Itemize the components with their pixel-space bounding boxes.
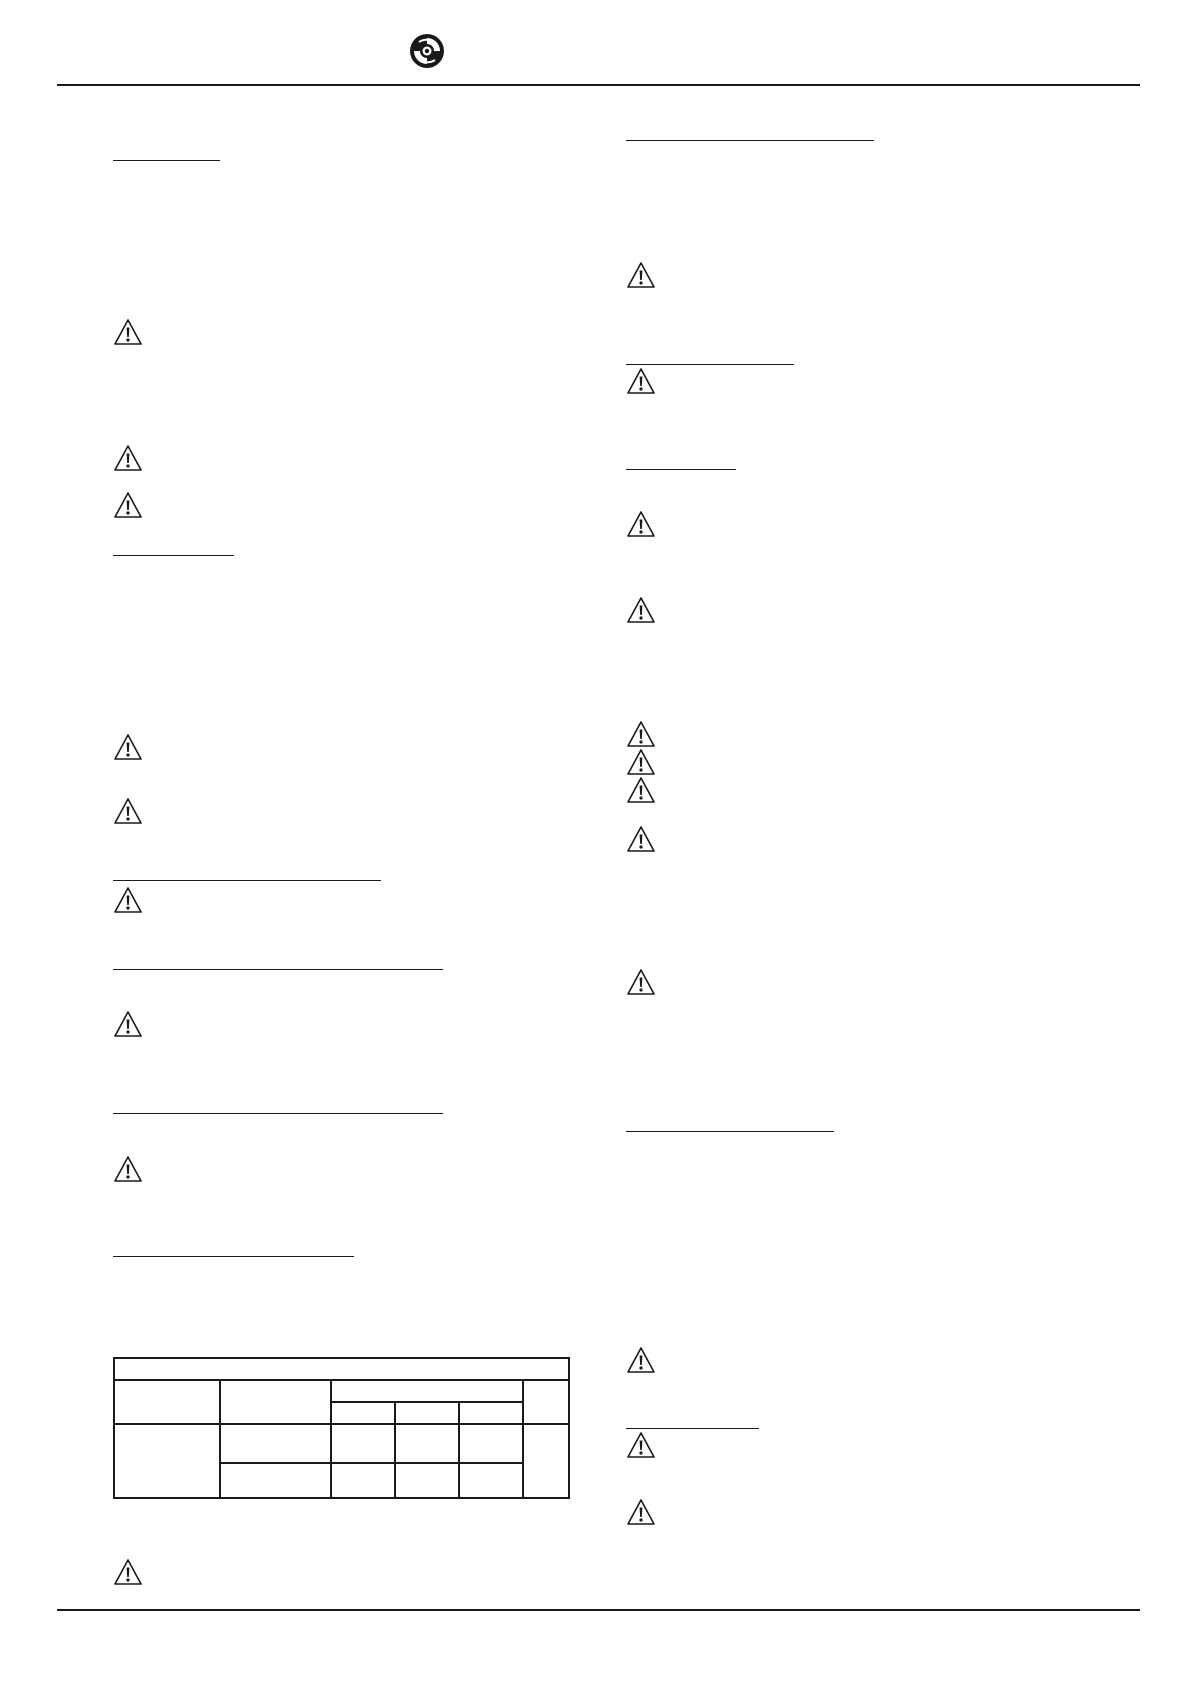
warning-triangle-icon [626, 596, 656, 624]
table-row-divider [115, 1423, 568, 1425]
warning-triangle-icon [626, 261, 656, 289]
warning-triangle-icon [113, 491, 143, 519]
section-heading-underline [113, 1256, 354, 1257]
table-header-divider [115, 1379, 568, 1381]
warning-triangle-icon [113, 1558, 143, 1586]
section-heading-underline [113, 555, 234, 556]
specification-table [113, 1357, 570, 1499]
warning-triangle-icon [626, 367, 656, 395]
section-heading-underline [113, 160, 220, 161]
table-column-divider [458, 1401, 460, 1497]
warning-triangle-icon [113, 886, 143, 914]
warning-triangle-icon [113, 318, 143, 346]
table-column-divider [522, 1379, 524, 1497]
section-heading-underline [113, 969, 443, 970]
warning-triangle-icon [626, 510, 656, 538]
table-subheader-divider [331, 1401, 523, 1403]
section-heading-underline [113, 1113, 443, 1114]
section-heading-underline [113, 880, 381, 881]
section-heading-underline [626, 1428, 759, 1429]
table-column-divider [330, 1379, 332, 1497]
warning-triangle-icon [113, 1155, 143, 1183]
footer-rule [57, 1609, 1140, 1611]
warning-triangle-icon [626, 720, 656, 748]
warning-triangle-icon [626, 825, 656, 853]
table-row-divider [219, 1462, 523, 1464]
warning-triangle-icon [113, 733, 143, 761]
warning-triangle-icon [626, 776, 656, 804]
table-column-divider [219, 1379, 221, 1497]
warning-triangle-icon [626, 1346, 656, 1374]
header-rule [57, 84, 1140, 86]
table-column-divider [394, 1401, 396, 1497]
warning-triangle-icon [113, 1010, 143, 1038]
section-heading-underline [626, 1131, 834, 1132]
section-heading-underline [626, 469, 736, 470]
section-heading-underline [626, 364, 794, 365]
brand-logo-icon [409, 33, 445, 69]
warning-triangle-icon [626, 968, 656, 996]
warning-triangle-icon [113, 797, 143, 825]
warning-triangle-icon [626, 1498, 656, 1526]
warning-triangle-icon [626, 748, 656, 776]
section-heading-underline [626, 140, 874, 141]
warning-triangle-icon [626, 1431, 656, 1459]
warning-triangle-icon [113, 444, 143, 472]
